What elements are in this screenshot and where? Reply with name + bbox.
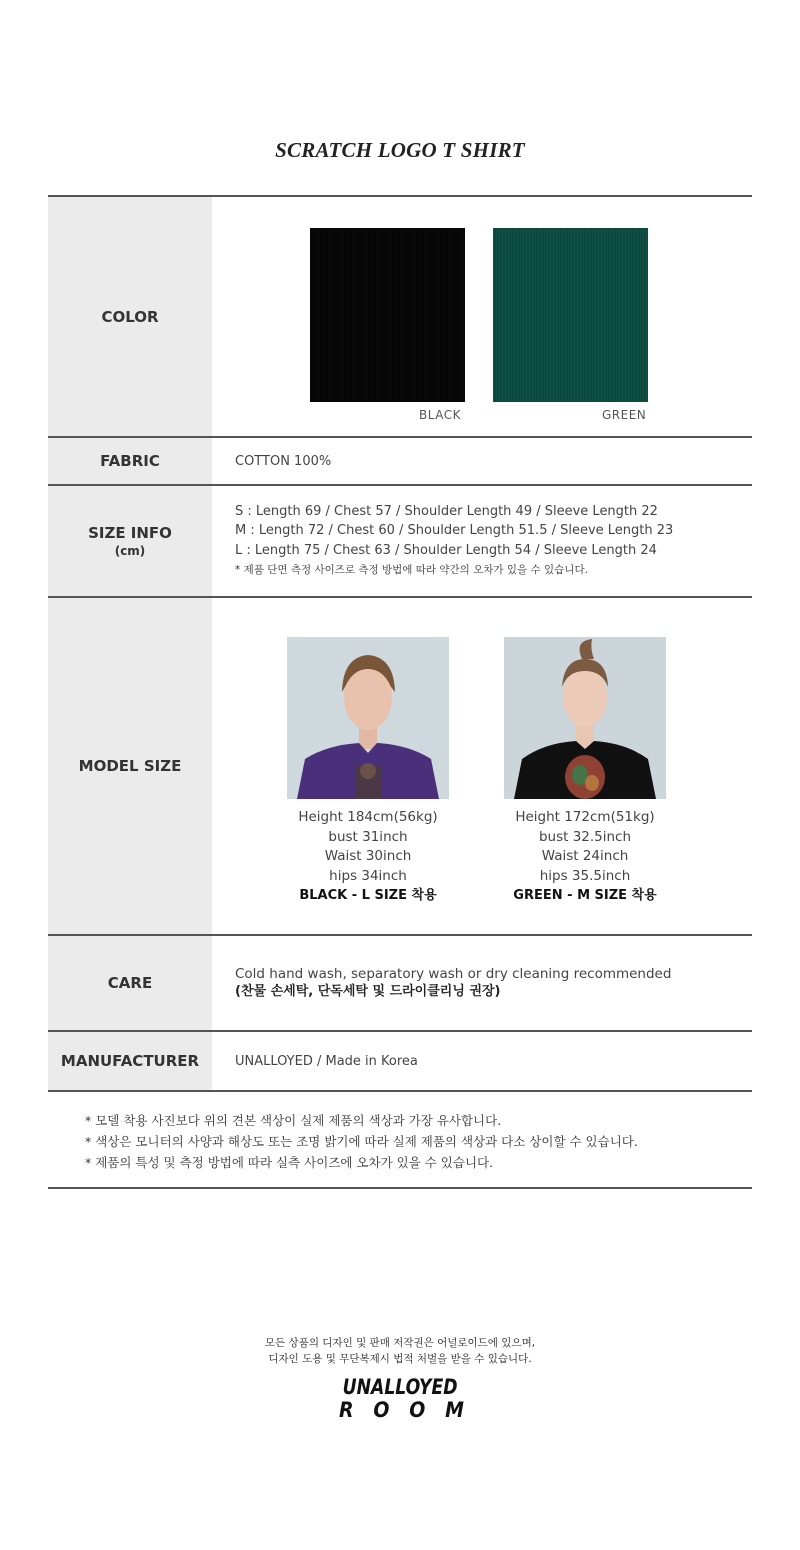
model-1-bust: bust 31inch bbox=[328, 828, 408, 845]
swatch-green bbox=[493, 228, 648, 402]
product-title: SCRATCH LOGO T SHIRT bbox=[275, 138, 525, 162]
fabric-row bbox=[48, 438, 752, 486]
model-2-height: Height 172cm(51kg) bbox=[515, 809, 655, 825]
care-label: CARE bbox=[48, 936, 212, 1030]
color-label: COLOR bbox=[48, 197, 212, 436]
care-value bbox=[212, 936, 752, 1030]
copyright-line-1: 모든 상품의 디자인 및 판매 저작권은 어널로이드에 있으며, bbox=[264, 1337, 536, 1349]
model-1-hips: hips 34inch bbox=[329, 867, 407, 884]
swatch-black bbox=[310, 228, 465, 402]
size-line-m: M : Length 72 / Chest 60 / Shoulder Length 51.5 / Sleeve Length 23 bbox=[235, 523, 674, 538]
swatch-label-black: BLACK bbox=[419, 408, 461, 422]
model-size-row bbox=[48, 598, 752, 936]
brand-logo bbox=[0, 1375, 800, 1421]
fabric-label: FABRIC bbox=[48, 438, 212, 484]
model-2-bust: bust 32.5inch bbox=[538, 828, 632, 845]
manufacturer-label: MANUFACTURER bbox=[48, 1032, 212, 1090]
notice-item: * 색상은 모니터의 사양과 해상도 또는 조명 밝기에 따라 실제 제품의 색상과 다소 상이할 수 있습니다. bbox=[85, 1134, 638, 1149]
swatch-label-green: GREEN bbox=[602, 408, 647, 422]
size-info-row bbox=[48, 486, 752, 598]
model-info-2 bbox=[485, 808, 685, 906]
color-value bbox=[212, 197, 752, 436]
size-info-label: SIZE INFO (cm) bbox=[48, 486, 212, 596]
model-1-waist: Waist 30inch bbox=[324, 848, 412, 864]
color-swatches bbox=[212, 197, 752, 436]
notice-item: * 제품의 특성 및 측정 방법에 따라 실측 사이즈에 오차가 있을 수 있습니다. bbox=[85, 1155, 494, 1170]
size-note: * 제품 단면 측정 사이즈로 측정 방법에 따라 약간의 오차가 있을 수 있습니다. bbox=[235, 564, 588, 576]
manufacturer-row bbox=[48, 1032, 752, 1092]
model-info-1 bbox=[268, 808, 468, 906]
fabric-value: COTTON 100% bbox=[235, 453, 332, 469]
size-info-unit: (cm) bbox=[114, 544, 146, 558]
model-photo-1 bbox=[287, 637, 449, 799]
copyright-line-2: 디자인 도용 및 무단복제시 법적 처벌을 받을 수 있습니다. bbox=[268, 1353, 532, 1365]
model-2-hips: hips 35.5inch bbox=[539, 867, 631, 884]
model-2-waist: Waist 24inch bbox=[541, 848, 629, 864]
model-2-wearing: GREEN - M SIZE 착용 bbox=[513, 888, 657, 903]
model-card-2 bbox=[485, 598, 685, 906]
bottom-divider bbox=[48, 1187, 752, 1189]
care-line-en: Cold hand wash, separatory wash or dry cleaning recommended bbox=[235, 966, 672, 982]
model-photo-2 bbox=[504, 637, 666, 799]
model-size-value bbox=[212, 598, 752, 934]
color-row bbox=[48, 197, 752, 438]
notice-list bbox=[85, 1110, 638, 1173]
copyright-notice bbox=[0, 1335, 800, 1367]
model-1-wearing: BLACK - L SIZE 착용 bbox=[299, 888, 437, 903]
model-1-height: Height 184cm(56kg) bbox=[298, 809, 438, 825]
size-info-value bbox=[212, 486, 752, 596]
notice-item: * 모델 착용 사진보다 위의 견본 색상이 실제 제품의 색상과 가장 유사합니다. bbox=[85, 1113, 502, 1128]
manufacturer-value: UNALLOYED / Made in Korea bbox=[235, 1053, 418, 1069]
size-line-l: L : Length 75 / Chest 63 / Shoulder Length 54 / Sleeve Length 24 bbox=[235, 542, 657, 558]
care-line-ko: (찬물 손세탁, 단독세탁 및 드라이클리닝 권장) bbox=[235, 984, 501, 999]
logo-line-2: ROOM bbox=[338, 1398, 484, 1422]
size-line-s: S : Length 69 / Chest 57 / Shoulder Length 49 / Sleeve Length 22 bbox=[235, 503, 658, 519]
model-size-label: MODEL SIZE bbox=[48, 598, 212, 934]
spec-table bbox=[48, 195, 752, 1092]
model-card-1 bbox=[268, 598, 468, 906]
logo-line-1: UNALLOYED bbox=[342, 1375, 458, 1399]
care-row bbox=[48, 936, 752, 1032]
